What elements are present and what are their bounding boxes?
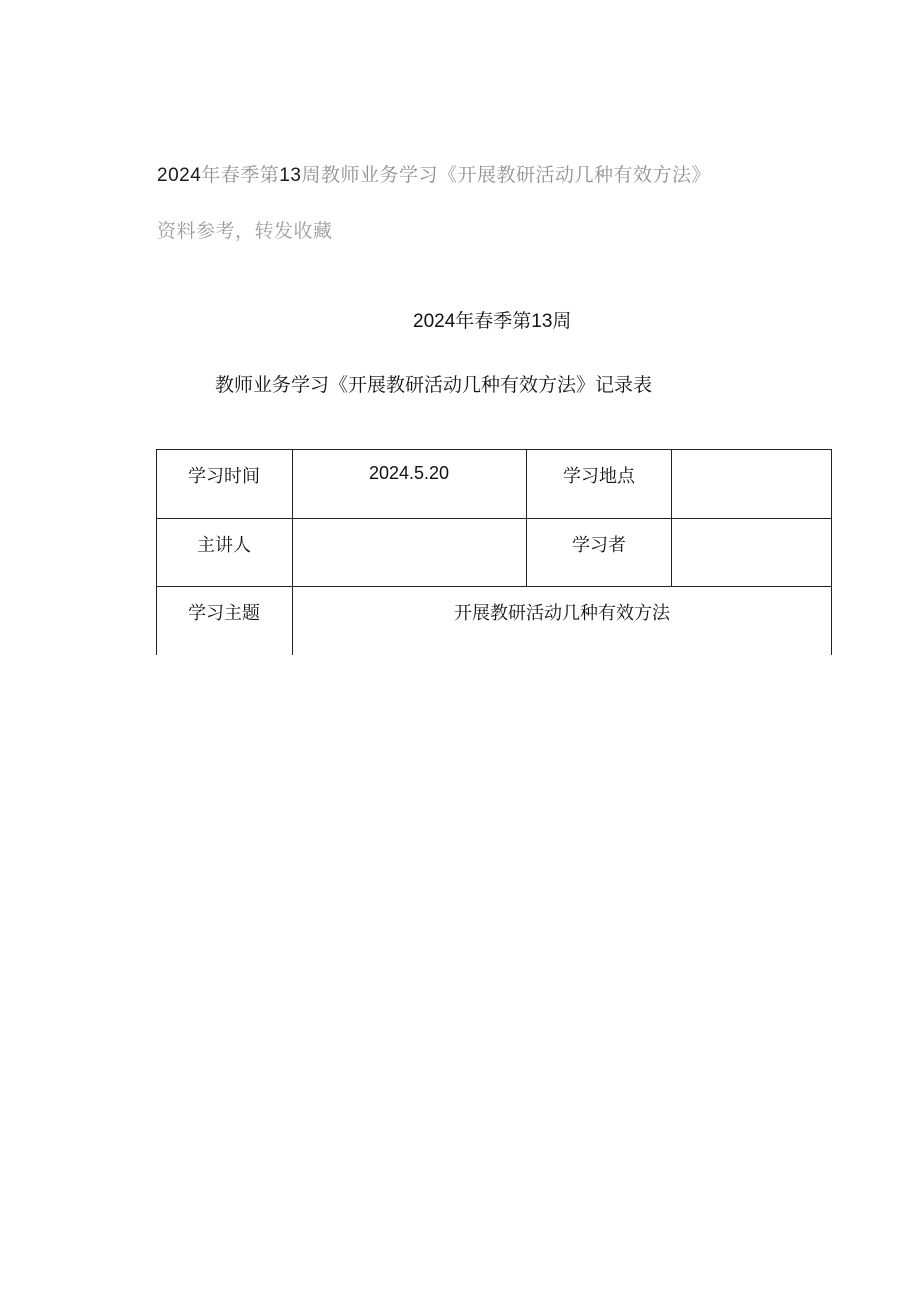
table-value-topic: 开展教研活动几种有效方法 bbox=[454, 603, 670, 624]
table-label-learners: 学习者 bbox=[572, 535, 626, 556]
table-border-right bbox=[831, 449, 832, 655]
table-border-top bbox=[156, 449, 832, 450]
table-border-col3 bbox=[671, 449, 672, 586]
title-rest: 周教师业务学习《开展教研活动几种有效方法》 bbox=[301, 164, 711, 186]
document-subtitle: 资料参考，转发收藏 bbox=[157, 220, 333, 242]
table-border-row1 bbox=[156, 518, 832, 519]
table-border-col2 bbox=[526, 449, 527, 586]
title-year: 2024 bbox=[157, 165, 202, 186]
table-label-study-time: 学习时间 bbox=[188, 466, 260, 487]
form-title-line-2: 教师业务学习《开展教研活动几种有效方法》记录表 bbox=[215, 375, 653, 396]
table-label-study-location: 学习地点 bbox=[563, 466, 635, 487]
title-week: 13 bbox=[279, 165, 302, 186]
document-title bbox=[157, 160, 711, 187]
table-border-col1 bbox=[292, 449, 293, 655]
record-table bbox=[156, 449, 832, 655]
table-label-speaker: 主讲人 bbox=[197, 535, 251, 556]
title-middle: 年春季第 bbox=[201, 164, 280, 186]
form-title-line-1: 2024年春季第13周 bbox=[413, 311, 572, 332]
table-border-row2 bbox=[156, 586, 832, 587]
table-value-study-time: 2024.5.20 bbox=[368, 463, 450, 483]
table-label-topic: 学习主题 bbox=[188, 603, 260, 624]
table-border-left bbox=[156, 449, 157, 655]
